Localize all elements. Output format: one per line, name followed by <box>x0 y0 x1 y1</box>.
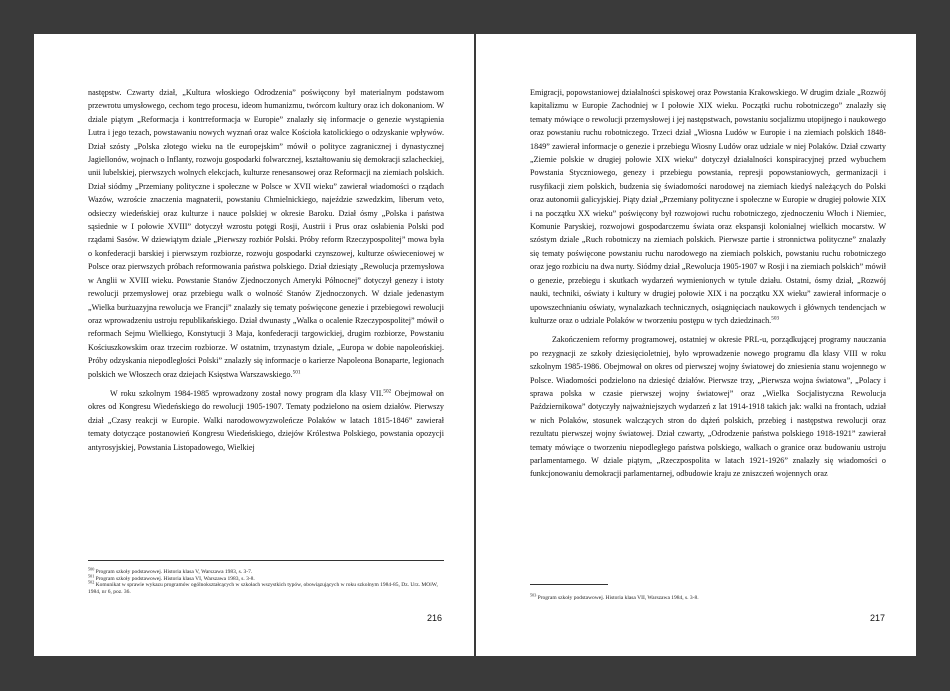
footnote-text: Program szkoły podstawowej. Historia klasa VII, Warszawa 1984, s. 3-8. <box>537 595 699 601</box>
paragraph-text-continued: Obejmował on okres od Kongresu Wiedeńskiego do rewolucji 1905-1907. Tematy podzielono na osiem działów. Pierwszy dział „Czasy reakcji w Europie. Walki narodowowyzwoleńcze Polaków w latach 1815-1846” zawierał tematy dotyczące postanowień Kongresu Wiedeńskiego, dziejów Królestwa Polskiego, powstania opozycji antyrosyjskiej, Powstania Listopadowego, Wielkiej <box>88 388 444 452</box>
paragraph-text: W roku szkolnym 1984-1985 wprowadzony został nowy program dla klasy VII. <box>110 388 384 398</box>
footnote-ref-501: 501 <box>292 368 301 375</box>
paragraph-text: następstw. Czwarty dział, „Kultura włoskiego Odrodzenia” poświęcony był materialnym podstawom przewrotu umysłowego, cechom tego procesu, ideom humanizmu, twórcom kultury oraz ich dokonaniom. W dziale piątym „Reformacja i kontrreformacja w Europie” znalazły się informacje o genezie wystąpienia Lutra i jego tezach, powstawaniu nowych wyznań oraz walce Kościoła katolickiego o odzyskanie wpływów. Dział szósty „Polska złotego wieku na tle europejskim” mówił o polityce zagranicznej i dynastycznej Jagiellonów, wojnach o Inflanty, rozwoju gospodarki folwarcznej, kształtowaniu się demokracji szlacheckiej, unii lubelskiej, pierwszych wolnych elekcjach, kulturze renesansowej oraz Reformacji na ziemiach polskich. Dział siódmy „Przemiany polityczne i społeczne w Polsce w XVII wieku” zawierał wiadomości o rządach Wazów, wzroście znaczenia magnaterii, powstaniu Chmielnickiego, najeździe szwedzkim, liberum veto, odsieczy wiedeńskiej oraz kulturze i nauce polskiej w okresie Baroku. Dział ósmy „Polska i państwa sąsiednie w I połowie XVIII” dotyczył wzrostu potęgi Rosji, Austrii i Prus oraz osłabienia Polski pod rządami Sasów. W dziewiątym dziale „Pierwszy rozbiór Polski. Próby reform Rzeczypospolitej” mowa była o konfederacji barskiej i pierwszym rozbiorze, rozwoju gospodarki czynszowej, kulturze oświeceniowej w Polsce oraz pierwszych próbach reformowania państwa polskiego. Dział dziesiąty „Rewolucja przemysłowa w Anglii w XVIII wieku. Powstanie Stanów Zjednoczonych Ameryki Północnej” dotyczył genezy i istoty rewolucji przemysłowej oraz przebiegu walk o wolność Stanów Zjednoczonych. W dziale jedenastym „Wielka burżuazyjna rewolucja we Francji” znalazły się tematy poświęcone genezie i przebiegowi rewolucji oraz wprowadzeniu ustroju republikańskiego. Dział dwunasty „Walka o ocalenie Rzeczypospolitej” mówił o reformach Sejmu Wielkiego, Konstytucji 3 Maja, konfederacji targowickiej, drugim rozbiorze, Powstaniu Kościuszkowskim oraz trzecim rozbiorze. W ostatnim, trzynastym dziale, „Europa w dobie napoleońskiej. Próby odzyskania niepodległości Polski” znalazły się informacje o karierze Napoleona Bonaparte, legionach polskich we Włoszech oraz dziejach Księstwa Warszawskiego. <box>88 88 444 379</box>
footnote-ref-502: 502 <box>383 388 392 395</box>
footnote-number: 500 <box>88 566 95 572</box>
page-number: 217 <box>870 613 886 623</box>
footnote-ref-503: 503 <box>771 315 780 322</box>
right-footnotes <box>530 592 886 602</box>
footnote-text: Komunikat w sprawie wykazu programów ogólnokształcących w szkołach wszystkich typów, obowiązujących w roku szkolnym 1984-85, Dz. Urz. MOiW, 1984, nr 6, poz. 36. <box>88 582 438 595</box>
paragraph-text: Emigracji, popowstaniowej działalności spiskowej oraz Powstania Krakowskiego. W drugim dziale „Rozwój kapitalizmu w Europie Zachodniej w I połowie XIX wieku. Początki ruchu robotniczego” znalazły się tematy mówiące o rewolucji przemysłowej i jej następstwach, powstaniu socjalizmu utopijnego i naukowego oraz powstaniu ruchu robotniczego. Trzeci dział „Wiosna Ludów w Europie i na ziemiach polskich 1848-1849” zawierał informacje o genezie i przebiegu Wiosny Ludów oraz udziale w niej Polaków. Dział czwarty „Ziemie polskie w drugiej połowie XIX wieku” dotyczył działalności konspiracyjnej przed wybuchem Powstania Styczniowego, genezy i przebiegu powstania, represji popowstaniowych, germanizacji i rusyfikacji ziem polskich, budzenia się świadomości narodowej na ziemiach kiedyś należących do Polski oraz autonomii galicyjskiej. Piąty dział „Przemiany polityczne i społeczne w Europie w drugiej połowie XIX i na początku XX wieku” poświęcony był rozwojowi ruchu robotniczego, zjednoczeniu Włoch i Niemiec, Komunie Paryskiej, rozwojowi gospodarczemu świata oraz ekspansji kolonialnej wielkich mocarstw. W szóstym dziale „Ruch robotniczy na ziemiach polskich. Pierwsze partie i stronnictwa polityczne” znalazły się tematy poświęcone powstaniu ruchu narodowego na ziemiach polskich, powstaniu ruchu robotniczego oraz jego rozbiciu na dwa nurty. Siódmy dział „Rewolucja 1905-1907 w Rosji i na ziemiach polskich” mówił o genezie, przebiegu i skutkach wydarzeń wymienionych w tytule działu. Ostatni, ósmy dział, „Rozwój nauki, techniki, oświaty i kultury w drugiej połowie XIX i na początku XX wieku” zawierał informacje o upowszechnianiu oświaty, wynalazkach technicznych, osiągnięciach naukowych i głównych tendencjach w kulturze oraz o udziale Polaków w tworzeniu postępu w tych dziedzinach. <box>530 88 886 325</box>
right-paragraph-2 <box>530 333 886 480</box>
right-page <box>476 34 916 656</box>
footnote-number: 501 <box>88 573 95 579</box>
footnote-502 <box>88 579 444 595</box>
left-paragraph-2 <box>88 387 444 454</box>
paragraph-text: Zakończeniem reformy programowej, ostatniej w okresie PRL-u, porządkującej programy nauczania po rezygnacji ze szkoły dziesięcioletniej, było wprowadzenie nowego programu dla klasy VIII w roku szkolnym 1985-1986. Obejmował on okres od pierwszej wojny światowej do zniesienia stanu wojennego w Polsce. Wiadomości podzielono na dziesięć działów. Pierwsze trzy, „Pierwsza wojna światowa”, „Polacy i sprawa polska w czasie pierwszej wojny światowej” oraz „Wielka Socjalistyczna Rewolucja Październikowa” dotyczyły najważniejszych wydarzeń z lat 1914-1918 takich jak: walki na frontach, udział w nich Polaków, stosunek walczących stron do dążeń polskich, przebieg i następstwa rewolucji oraz rezultatu pierwszej wojny światowej. Dział czwarty, „Odrodzenie państwa polskiego 1918-1921” zawierał tematy mówiące o tworzeniu niepodległego państwa polskiego, walkach o granice oraz budowaniu ustroju parlamentarnego. W dziale piątym, „Rzeczpospolita w latach 1921-1926” znalazły się wiadomości o funkcjonowaniu demokracji parlamentarnej, odbudowie kraju ze zniszczeń wojennych oraz <box>530 335 886 479</box>
footnote-text: Program szkoły podstawowej. Historia klasa V, Warszawa 1983, s. 3-7. <box>95 569 253 575</box>
left-paragraph-1 <box>88 86 444 381</box>
footnote-text: Program szkoły podstawowej. Historia klasa VI, Warszawa 1983, s. 3-8. <box>95 575 255 582</box>
page-number: 216 <box>427 613 443 623</box>
right-page-body <box>530 86 886 481</box>
left-footnotes <box>88 566 444 595</box>
right-paragraph-1 <box>530 86 886 327</box>
footnote-number: 502 <box>88 579 95 585</box>
footnote-separator <box>530 584 608 585</box>
footnote-number: 503 <box>530 592 537 598</box>
left-page <box>34 34 474 656</box>
left-page-body <box>88 86 444 454</box>
footnote-separator <box>88 560 444 561</box>
footnote-503 <box>530 592 886 602</box>
